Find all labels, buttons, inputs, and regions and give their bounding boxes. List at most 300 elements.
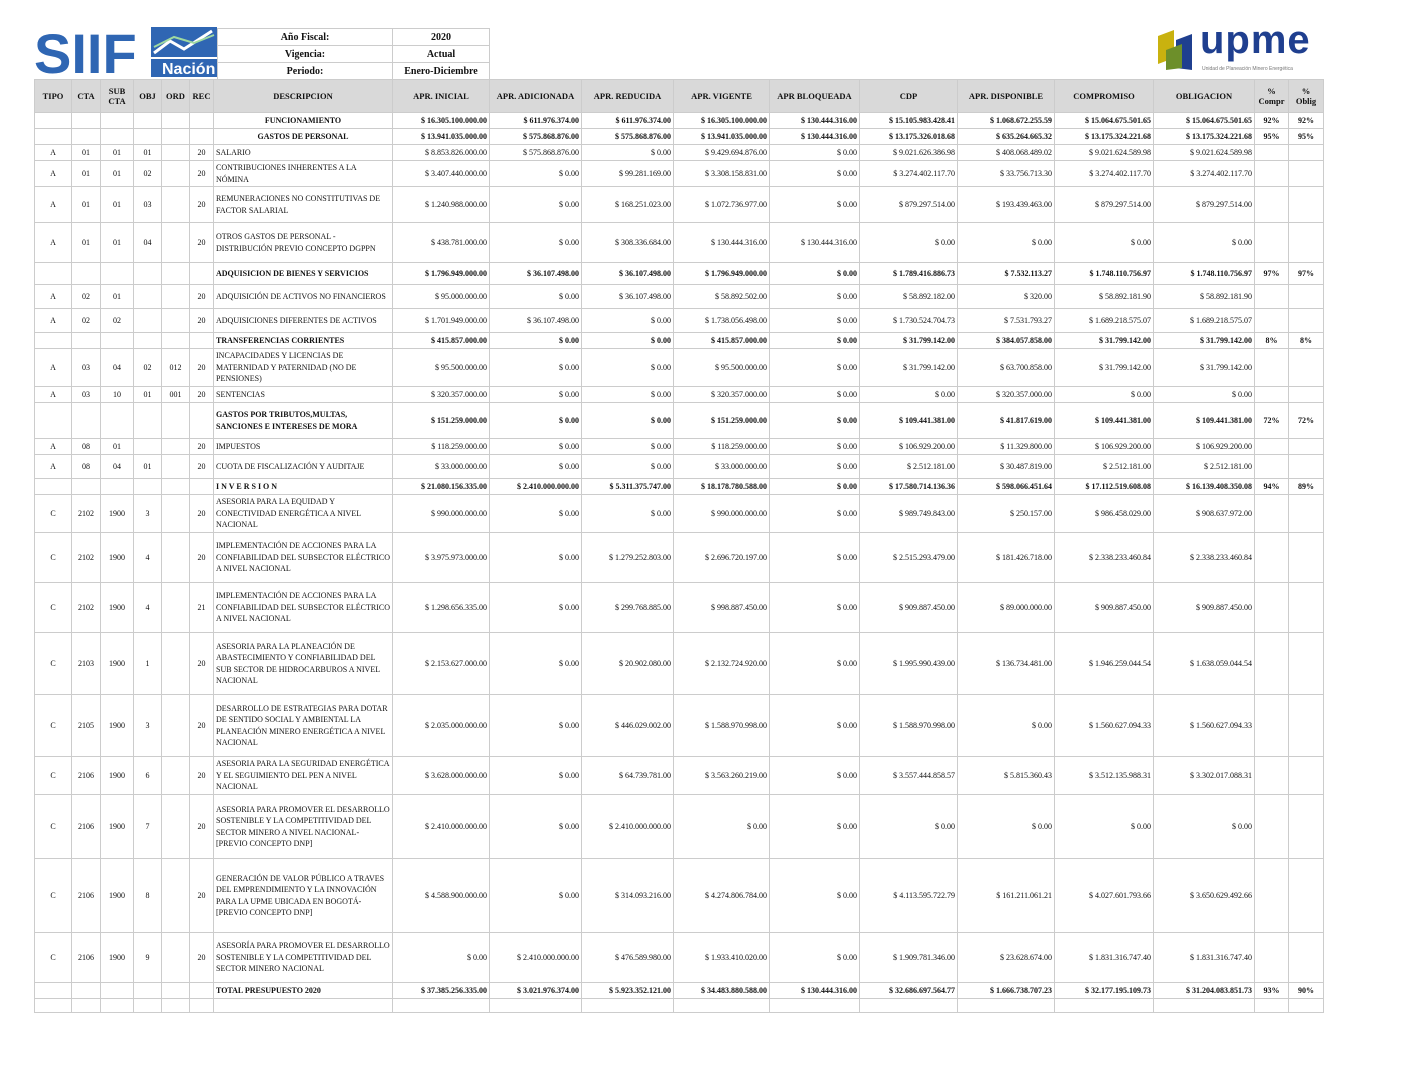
cell-cta: 2103 [72, 633, 101, 695]
cell-apr-vigente: $ 13.941.035.000.00 [674, 129, 770, 145]
cell-apr-adicionada: $ 36.107.498.00 [490, 309, 582, 333]
cell-sub-cta: 1900 [101, 859, 134, 933]
cell-cdp: $ 909.887.450.00 [860, 583, 958, 633]
cell-pct-oblig [1289, 145, 1324, 161]
cell-apr-reducida: $ 299.768.885.00 [582, 583, 674, 633]
cell-apr-disponible: $ 1.068.672.255.59 [958, 113, 1055, 129]
cell-apr-bloqueada: $ 0.00 [770, 455, 860, 479]
cell-apr-vigente: $ 415.857.000.00 [674, 333, 770, 349]
header-tipo: TIPO [35, 80, 72, 113]
cell-descripcion: TRANSFERENCIAS CORRIENTES [214, 333, 393, 349]
cell-apr-inicial: $ 1.240.988.000.00 [393, 187, 490, 223]
cell-obj: 6 [134, 757, 162, 795]
cell-sub-cta: 1900 [101, 583, 134, 633]
cell-sub-cta [101, 999, 134, 1013]
cell-cta: 2106 [72, 933, 101, 983]
cell-apr-adicionada: $ 2.410.000.000.00 [490, 933, 582, 983]
cell-ord [162, 187, 190, 223]
cell-apr-vigente: $ 58.892.502.00 [674, 285, 770, 309]
cell-apr-reducida: $ 575.868.876.00 [582, 129, 674, 145]
cell-apr-adicionada: $ 3.021.976.374.00 [490, 983, 582, 999]
cell-apr-disponible: $ 7.532.113.27 [958, 263, 1055, 285]
cell-obj [134, 129, 162, 145]
cell-apr-vigente: $ 33.000.000.00 [674, 455, 770, 479]
header-cdp: CDP [860, 80, 958, 113]
cell-ord [162, 161, 190, 187]
cell-ord: 012 [162, 349, 190, 387]
header-obligacion: OBLIGACION [1154, 80, 1255, 113]
cell-cdp: $ 109.441.381.00 [860, 403, 958, 439]
cell-apr-vigente: $ 130.444.316.00 [674, 223, 770, 263]
header-apr-reducida: APR. REDUCIDA [582, 80, 674, 113]
cell-pct-compr: 72% [1255, 403, 1289, 439]
table-subtotal-row [35, 113, 1324, 129]
cell-cdp: $ 1.909.781.346.00 [860, 933, 958, 983]
cell-ord [162, 285, 190, 309]
cell-apr-disponible: $ 30.487.819.00 [958, 455, 1055, 479]
cell-descripcion: GASTOS POR TRIBUTOS,MULTAS, SANCIONES E INTERESES DE MORA [214, 403, 393, 439]
cell-apr-reducida: $ 0.00 [582, 387, 674, 403]
cell-sub-cta [101, 263, 134, 285]
cell-apr-inicial: $ 320.357.000.00 [393, 387, 490, 403]
cell-obj [134, 999, 162, 1013]
cell-compromiso: $ 3.274.402.117.70 [1055, 161, 1154, 187]
cell-apr-adicionada: $ 0.00 [490, 403, 582, 439]
cell-apr-reducida: $ 20.902.080.00 [582, 633, 674, 695]
cell-obligacion: $ 2.338.233.460.84 [1154, 533, 1255, 583]
cell-tipo: C [35, 795, 72, 859]
cell-rec [190, 129, 214, 145]
cell-apr-vigente: $ 4.274.806.784.00 [674, 859, 770, 933]
cell-apr-inicial: $ 3.975.973.000.00 [393, 533, 490, 583]
table-subtotal-row [35, 333, 1324, 349]
cell-apr-disponible: $ 384.057.858.00 [958, 333, 1055, 349]
cell-pct-oblig [1289, 495, 1324, 533]
cell-cdp: $ 1.588.970.998.00 [860, 695, 958, 757]
cell-apr-reducida: $ 0.00 [582, 455, 674, 479]
cell-apr-disponible: $ 193.439.463.00 [958, 187, 1055, 223]
table-subtotal-row [35, 479, 1324, 495]
cell-obligacion: $ 1.831.316.747.40 [1154, 933, 1255, 983]
cell-cdp: $ 32.686.697.564.77 [860, 983, 958, 999]
cell-apr-disponible: $ 23.628.674.00 [958, 933, 1055, 983]
cell-cta: 02 [72, 309, 101, 333]
cell-apr-inicial: $ 95.000.000.00 [393, 285, 490, 309]
cell-obligacion: $ 15.064.675.501.65 [1154, 113, 1255, 129]
cell-obligacion: $ 3.274.402.117.70 [1154, 161, 1255, 187]
table-row [35, 161, 1324, 187]
cell-cta [72, 983, 101, 999]
header-obj: OBJ [134, 80, 162, 113]
cell-obligacion: $ 1.689.218.575.07 [1154, 309, 1255, 333]
cell-apr-inicial: $ 438.781.000.00 [393, 223, 490, 263]
cell-pct-compr: 93% [1255, 983, 1289, 999]
cell-cta: 01 [72, 223, 101, 263]
cell-pct-compr [1255, 349, 1289, 387]
cell-cta [72, 999, 101, 1013]
cell-apr-reducida: $ 2.410.000.000.00 [582, 795, 674, 859]
cell-sub-cta: 04 [101, 349, 134, 387]
cell-ord [162, 333, 190, 349]
cell-apr-inicial [393, 999, 490, 1013]
cell-cta [72, 403, 101, 439]
cell-obligacion: $ 31.799.142.00 [1154, 333, 1255, 349]
cell-pct-compr [1255, 533, 1289, 583]
cell-compromiso: $ 58.892.181.90 [1055, 285, 1154, 309]
cell-rec: 20 [190, 187, 214, 223]
cell-pct-oblig [1289, 795, 1324, 859]
cell-obj: 4 [134, 533, 162, 583]
cell-tipo: C [35, 757, 72, 795]
cell-obligacion: $ 1.748.110.756.97 [1154, 263, 1255, 285]
cell-apr-vigente: $ 1.933.410.020.00 [674, 933, 770, 983]
cell-descripcion: INCAPACIDADES Y LICENCIAS DE MATERNIDAD Y PATERNIDAD (NO DE PENSIONES) [214, 349, 393, 387]
cell-apr-disponible: $ 320.357.000.00 [958, 387, 1055, 403]
cell-pct-compr [1255, 859, 1289, 933]
cell-descripcion: ASESORIA PARA LA SEGURIDAD ENERGÉTICA Y EL SEGUIMIENTO DEL PEN A NIVEL NACIONAL [214, 757, 393, 795]
table-row [35, 999, 1324, 1013]
cell-sub-cta [101, 983, 134, 999]
cell-apr-inicial: $ 1.796.949.000.00 [393, 263, 490, 285]
upme-emblem-icon [1156, 28, 1196, 72]
cell-apr-adicionada: $ 0.00 [490, 439, 582, 455]
table-row [35, 583, 1324, 633]
cell-apr-inicial: $ 33.000.000.00 [393, 455, 490, 479]
header-compromiso: COMPROMISO [1055, 80, 1154, 113]
cell-apr-reducida: $ 0.00 [582, 439, 674, 455]
cell-descripcion: TOTAL PRESUPUESTO 2020 [214, 983, 393, 999]
cell-rec [190, 333, 214, 349]
cell-pct-oblig: 8% [1289, 333, 1324, 349]
cell-obj: 01 [134, 455, 162, 479]
cell-cta: 03 [72, 387, 101, 403]
cell-apr-vigente: $ 990.000.000.00 [674, 495, 770, 533]
cell-pct-compr [1255, 309, 1289, 333]
table-row [35, 187, 1324, 223]
cell-obligacion: $ 106.929.200.00 [1154, 439, 1255, 455]
table-row [35, 695, 1324, 757]
cell-apr-adicionada: $ 36.107.498.00 [490, 263, 582, 285]
cell-compromiso: $ 0.00 [1055, 795, 1154, 859]
cell-pct-compr [1255, 583, 1289, 633]
cell-ord [162, 999, 190, 1013]
cell-cdp: $ 3.557.444.858.57 [860, 757, 958, 795]
cell-pct-compr [1255, 695, 1289, 757]
cell-apr-inicial: $ 990.000.000.00 [393, 495, 490, 533]
cell-rec: 20 [190, 455, 214, 479]
cell-descripcion: ADQUISICIONES DIFERENTES DE ACTIVOS [214, 309, 393, 333]
cell-rec: 20 [190, 223, 214, 263]
cell-apr-inicial: $ 13.941.035.000.00 [393, 129, 490, 145]
cell-sub-cta [101, 129, 134, 145]
cell-apr-adicionada: $ 0.00 [490, 633, 582, 695]
cell-apr-vigente: $ 1.738.056.498.00 [674, 309, 770, 333]
cell-pct-compr [1255, 387, 1289, 403]
cell-apr-disponible: $ 11.329.800.00 [958, 439, 1055, 455]
cell-apr-vigente: $ 2.696.720.197.00 [674, 533, 770, 583]
cell-rec: 20 [190, 439, 214, 455]
cell-descripcion: IMPLEMENTACIÓN DE ACCIONES PARA LA CONFIABILIDAD DEL SUBSECTOR ELÉCTRICO A NIVEL NACIONAL [214, 533, 393, 583]
cell-tipo: A [35, 145, 72, 161]
cell-sub-cta: 01 [101, 223, 134, 263]
cell-obj: 01 [134, 387, 162, 403]
cell-ord [162, 757, 190, 795]
info-row-fiscal-year [218, 29, 490, 46]
cell-cdp: $ 13.175.326.018.68 [860, 129, 958, 145]
cell-ord [162, 455, 190, 479]
cell-rec [190, 479, 214, 495]
cell-apr-bloqueada: $ 0.00 [770, 933, 860, 983]
table-row [35, 633, 1324, 695]
cell-ord [162, 263, 190, 285]
cell-descripcion: ADQUISICION DE BIENES Y SERVICIOS [214, 263, 393, 285]
cell-cdp: $ 4.113.595.722.79 [860, 859, 958, 933]
cell-pct-compr: 92% [1255, 113, 1289, 129]
cell-cdp: $ 879.297.514.00 [860, 187, 958, 223]
table-row [35, 757, 1324, 795]
cell-ord [162, 129, 190, 145]
cell-pct-oblig: 95% [1289, 129, 1324, 145]
cell-apr-reducida: $ 1.279.252.803.00 [582, 533, 674, 583]
cell-tipo [35, 403, 72, 439]
cell-pct-compr: 97% [1255, 263, 1289, 285]
cell-apr-reducida: $ 5.923.352.121.00 [582, 983, 674, 999]
cell-sub-cta [101, 403, 134, 439]
cell-apr-adicionada: $ 0.00 [490, 285, 582, 309]
cell-descripcion: GENERACIÓN DE VALOR PÚBLICO A TRAVES DEL EMPRENDIMIENTO Y LA INNOVACIÓN PARA LA UPME UBICADA EN BOGOTÁ-[PREVIO CONCEPTO DNP] [214, 859, 393, 933]
cell-cta: 02 [72, 285, 101, 309]
cell-ord [162, 309, 190, 333]
cell-apr-adicionada: $ 575.868.876.00 [490, 129, 582, 145]
budget-execution-table [34, 79, 1324, 1013]
cell-obligacion: $ 9.021.624.589.98 [1154, 145, 1255, 161]
cell-pct-compr [1255, 999, 1289, 1013]
cell-ord [162, 439, 190, 455]
cell-compromiso: $ 0.00 [1055, 223, 1154, 263]
cell-cdp: $ 15.105.983.428.41 [860, 113, 958, 129]
cell-cta: 2105 [72, 695, 101, 757]
cell-apr-vigente: $ 320.357.000.00 [674, 387, 770, 403]
cell-compromiso: $ 1.560.627.094.33 [1055, 695, 1154, 757]
cell-apr-bloqueada: $ 0.00 [770, 333, 860, 349]
cell-descripcion: I N V E R S I O N [214, 479, 393, 495]
cell-apr-reducida: $ 0.00 [582, 145, 674, 161]
cell-descripcion: FUNCIONAMIENTO [214, 113, 393, 129]
cell-descripcion: CONTRIBUCIONES INHERENTES A LA NÓMINA [214, 161, 393, 187]
cell-compromiso: $ 9.021.624.589.98 [1055, 145, 1154, 161]
cell-pct-oblig [1289, 161, 1324, 187]
cell-compromiso: $ 909.887.450.00 [1055, 583, 1154, 633]
cell-obligacion: $ 0.00 [1154, 223, 1255, 263]
cell-apr-vigente: $ 95.500.000.00 [674, 349, 770, 387]
cell-apr-disponible: $ 0.00 [958, 795, 1055, 859]
header-rec: REC [190, 80, 214, 113]
header-sub-cta: SUB CTA [101, 80, 134, 113]
cell-obligacion: $ 1.560.627.094.33 [1154, 695, 1255, 757]
info-value: 2020 [393, 29, 490, 46]
cell-tipo: C [35, 583, 72, 633]
table-row [35, 387, 1324, 403]
cell-apr-inicial: $ 2.410.000.000.00 [393, 795, 490, 859]
cell-pct-compr [1255, 145, 1289, 161]
header-apr-disponible: APR. DISPONIBLE [958, 80, 1055, 113]
cell-obligacion: $ 909.887.450.00 [1154, 583, 1255, 633]
cell-apr-inicial: $ 2.153.627.000.00 [393, 633, 490, 695]
cell-pct-compr [1255, 455, 1289, 479]
cell-tipo: A [35, 387, 72, 403]
cell-apr-adicionada: $ 0.00 [490, 533, 582, 583]
cell-apr-bloqueada: $ 0.00 [770, 583, 860, 633]
cell-apr-disponible: $ 0.00 [958, 223, 1055, 263]
cell-cdp: $ 0.00 [860, 223, 958, 263]
cell-apr-bloqueada: $ 0.00 [770, 633, 860, 695]
cell-obj: 02 [134, 349, 162, 387]
report-info-table [217, 28, 490, 80]
cell-tipo: C [35, 495, 72, 533]
cell-rec: 20 [190, 933, 214, 983]
cell-obj [134, 403, 162, 439]
cell-apr-inicial: $ 1.701.949.000.00 [393, 309, 490, 333]
cell-apr-inicial: $ 95.500.000.00 [393, 349, 490, 387]
cell-sub-cta: 01 [101, 161, 134, 187]
cell-pct-oblig [1289, 349, 1324, 387]
cell-apr-vigente: $ 9.429.694.876.00 [674, 145, 770, 161]
cell-tipo [35, 129, 72, 145]
cell-apr-reducida: $ 36.107.498.00 [582, 285, 674, 309]
cell-cdp: $ 58.892.182.00 [860, 285, 958, 309]
cell-apr-adicionada: $ 0.00 [490, 795, 582, 859]
cell-compromiso: $ 4.027.601.793.66 [1055, 859, 1154, 933]
cell-apr-inicial: $ 0.00 [393, 933, 490, 983]
cell-tipo [35, 333, 72, 349]
cell-sub-cta: 1900 [101, 533, 134, 583]
cell-sub-cta: 01 [101, 145, 134, 161]
cell-rec: 21 [190, 583, 214, 633]
cell-apr-vigente: $ 1.072.736.977.00 [674, 187, 770, 223]
cell-apr-vigente: $ 3.563.260.219.00 [674, 757, 770, 795]
cell-apr-reducida: $ 168.251.023.00 [582, 187, 674, 223]
cell-apr-vigente: $ 1.588.970.998.00 [674, 695, 770, 757]
cell-compromiso: $ 1.831.316.747.40 [1055, 933, 1154, 983]
cell-sub-cta [101, 113, 134, 129]
info-value: Enero-Diciembre [393, 63, 490, 80]
cell-obligacion: $ 3.302.017.088.31 [1154, 757, 1255, 795]
cell-rec: 20 [190, 161, 214, 187]
cell-apr-vigente: $ 0.00 [674, 795, 770, 859]
cell-obj: 04 [134, 223, 162, 263]
cell-apr-bloqueada: $ 0.00 [770, 757, 860, 795]
cell-apr-disponible: $ 1.666.738.707.23 [958, 983, 1055, 999]
cell-apr-disponible: $ 161.211.061.21 [958, 859, 1055, 933]
cell-rec: 20 [190, 145, 214, 161]
cell-apr-reducida: $ 0.00 [582, 349, 674, 387]
cell-compromiso: $ 879.297.514.00 [1055, 187, 1154, 223]
cell-rec [190, 263, 214, 285]
table-row [35, 145, 1324, 161]
cell-apr-inicial: $ 415.857.000.00 [393, 333, 490, 349]
cell-apr-adicionada: $ 0.00 [490, 161, 582, 187]
cell-apr-reducida: $ 0.00 [582, 309, 674, 333]
cell-cta: 01 [72, 161, 101, 187]
info-row-vigencia [218, 46, 490, 63]
cell-apr-bloqueada: $ 0.00 [770, 533, 860, 583]
cell-apr-bloqueada: $ 0.00 [770, 285, 860, 309]
cell-apr-disponible: $ 250.157.00 [958, 495, 1055, 533]
info-label: Periodo: [218, 63, 393, 80]
cell-cdp: $ 31.799.142.00 [860, 333, 958, 349]
cell-compromiso: $ 2.512.181.00 [1055, 455, 1154, 479]
cell-apr-inicial: $ 4.588.900.000.00 [393, 859, 490, 933]
upme-tagline: Unidad de Planeación Minero Energética [1202, 66, 1293, 72]
cell-ord [162, 223, 190, 263]
cell-apr-disponible: $ 7.531.793.27 [958, 309, 1055, 333]
cell-tipo: A [35, 187, 72, 223]
cell-apr-vigente: $ 2.132.724.920.00 [674, 633, 770, 695]
cell-compromiso: $ 1.748.110.756.97 [1055, 263, 1154, 285]
cell-obligacion: $ 16.139.408.350.08 [1154, 479, 1255, 495]
cell-apr-reducida [582, 999, 674, 1013]
cell-apr-bloqueada: $ 0.00 [770, 145, 860, 161]
cell-apr-inicial: $ 1.298.656.335.00 [393, 583, 490, 633]
cell-tipo [35, 479, 72, 495]
cell-apr-vigente: $ 18.178.780.588.00 [674, 479, 770, 495]
cell-apr-bloqueada: $ 0.00 [770, 403, 860, 439]
cell-apr-disponible: $ 136.734.481.00 [958, 633, 1055, 695]
cell-apr-disponible: $ 41.817.619.00 [958, 403, 1055, 439]
cell-rec: 20 [190, 795, 214, 859]
cell-rec: 20 [190, 757, 214, 795]
cell-obligacion: $ 31.799.142.00 [1154, 349, 1255, 387]
info-label: Año Fiscal: [218, 29, 393, 46]
cell-apr-reducida: $ 0.00 [582, 403, 674, 439]
cell-apr-inicial: $ 118.259.000.00 [393, 439, 490, 455]
cell-apr-vigente: $ 3.308.158.831.00 [674, 161, 770, 187]
cell-pct-compr [1255, 757, 1289, 795]
cell-apr-bloqueada [770, 999, 860, 1013]
cell-apr-adicionada [490, 999, 582, 1013]
cell-apr-vigente: $ 151.259.000.00 [674, 403, 770, 439]
cell-apr-disponible: $ 635.264.665.32 [958, 129, 1055, 145]
cell-cta: 2102 [72, 583, 101, 633]
cell-rec: 20 [190, 695, 214, 757]
cell-pct-oblig [1289, 757, 1324, 795]
cell-apr-bloqueada: $ 0.00 [770, 695, 860, 757]
cell-cta: 03 [72, 349, 101, 387]
header-apr-adicionada: APR. ADICIONADA [490, 80, 582, 113]
cell-rec: 20 [190, 495, 214, 533]
table-row [35, 933, 1324, 983]
cell-apr-inicial: $ 3.628.000.000.00 [393, 757, 490, 795]
cell-apr-bloqueada: $ 130.444.316.00 [770, 223, 860, 263]
cell-apr-bloqueada: $ 130.444.316.00 [770, 983, 860, 999]
cell-compromiso: $ 1.946.259.044.54 [1055, 633, 1154, 695]
header-pct-oblig: % Oblig [1289, 80, 1324, 113]
cell-apr-inicial: $ 16.305.100.000.00 [393, 113, 490, 129]
cell-obligacion: $ 0.00 [1154, 795, 1255, 859]
cell-obligacion: $ 908.637.972.00 [1154, 495, 1255, 533]
cell-apr-bloqueada: $ 0.00 [770, 187, 860, 223]
cell-rec [190, 999, 214, 1013]
cell-tipo: A [35, 161, 72, 187]
cell-tipo: A [35, 349, 72, 387]
cell-compromiso: $ 31.799.142.00 [1055, 349, 1154, 387]
cell-apr-bloqueada: $ 0.00 [770, 795, 860, 859]
cell-apr-reducida: $ 0.00 [582, 495, 674, 533]
cell-obj: 03 [134, 187, 162, 223]
cell-apr-adicionada: $ 0.00 [490, 859, 582, 933]
table-row [35, 285, 1324, 309]
cell-descripcion: REMUNERACIONES NO CONSTITUTIVAS DE FACTOR SALARIAL [214, 187, 393, 223]
